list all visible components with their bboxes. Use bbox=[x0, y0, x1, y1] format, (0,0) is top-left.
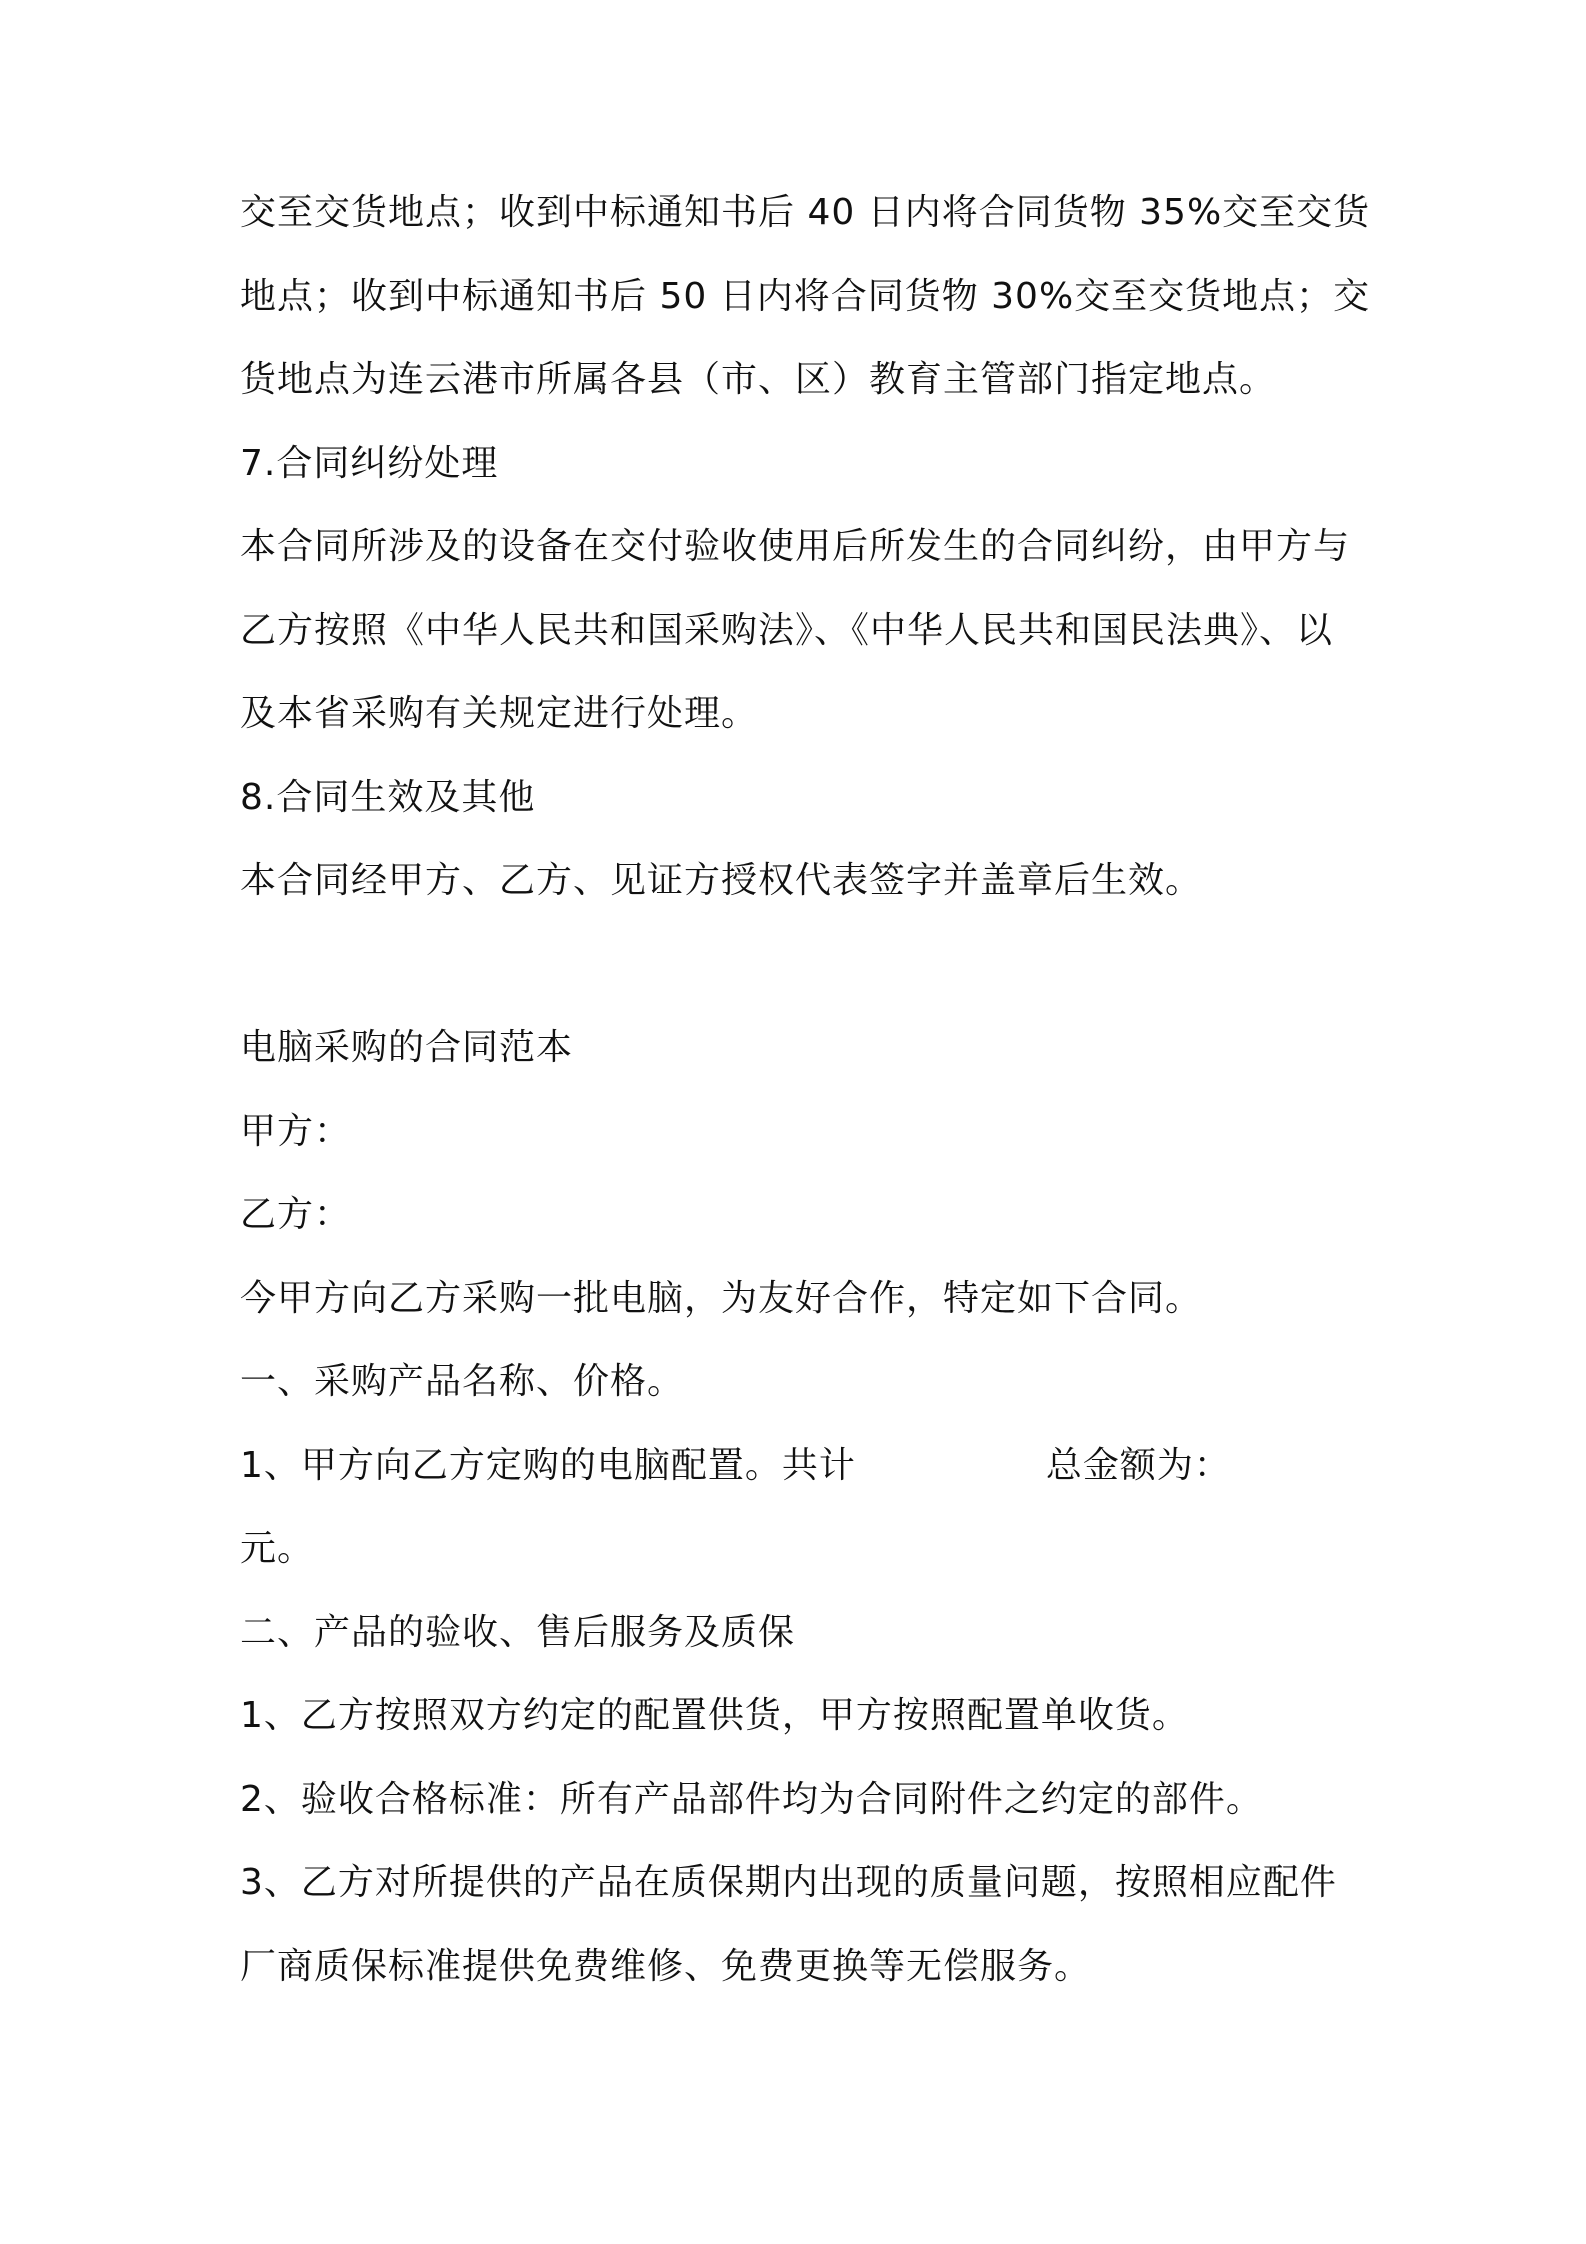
paragraph-line: 地点；收到中标通知书后 50 日内将合同货物 30%交至交货地点；交 bbox=[240, 275, 1371, 317]
part2-item1: 1、乙方按照双方约定的配置供货，甲方按照配置单收货。 bbox=[240, 1695, 1189, 1736]
item1-total-text: 总金额为： bbox=[1045, 1444, 1231, 1486]
document-page bbox=[240, 192, 1371, 2032]
part2-item2: 2、验收合格标准：所有产品部件均为合同附件之约定的部件。 bbox=[240, 1778, 1263, 1820]
contract-title: 电脑采购的合同范本 bbox=[240, 1027, 574, 1068]
paragraph-line: 交至交货地点；收到中标通知书后 40 日内将合同货物 35%交至交货 bbox=[240, 192, 1371, 233]
section-heading-effective: 8.合同生效及其他 bbox=[240, 776, 536, 818]
paragraph-line: 本合同所涉及的设备在交付验收使用后所发生的合同纠纷，由甲方与 bbox=[240, 526, 1351, 567]
spacer bbox=[240, 947, 1360, 1031]
part2-item3-line1: 3、乙方对所提供的产品在质保期内出现的质量问题，按照相应配件 bbox=[240, 1862, 1337, 1903]
part2-item3-line2: 厂商质保标准提供免费维修、免费更换等无偿服务。 bbox=[240, 1945, 1092, 1987]
paragraph-line: 及本省采购有关规定进行处理。 bbox=[240, 693, 759, 734]
paragraph-line: 货地点为连云港市所属各县（市、区）教育主管部门指定地点。 bbox=[240, 359, 1277, 400]
item1-start-text: 1、甲方向乙方定购的电脑配置。共计 bbox=[240, 1444, 856, 1486]
party-b-label: 乙方： bbox=[240, 1194, 352, 1235]
paragraph-line: 乙方按照《中华人民共和国采购法》、《中华人民共和国民法典》、以 bbox=[240, 609, 1334, 651]
part1-item1 bbox=[240, 1444, 1360, 1532]
party-a-label: 甲方： bbox=[240, 1110, 352, 1152]
paragraph-line: 本合同经甲方、乙方、见证方授权代表签字并盖章后生效。 bbox=[240, 860, 1203, 901]
section-heading-dispute: 7.合同纠纷处理 bbox=[240, 442, 499, 484]
contract-intro: 今甲方向乙方采购一批电脑，为友好合作，特定如下合同。 bbox=[240, 1277, 1203, 1319]
part1-item1-end: 元。 bbox=[240, 1528, 315, 1569]
part1-heading: 一、采购产品名称、价格。 bbox=[240, 1361, 685, 1402]
part2-heading: 二、产品的验收、售后服务及质保 bbox=[240, 1611, 796, 1653]
